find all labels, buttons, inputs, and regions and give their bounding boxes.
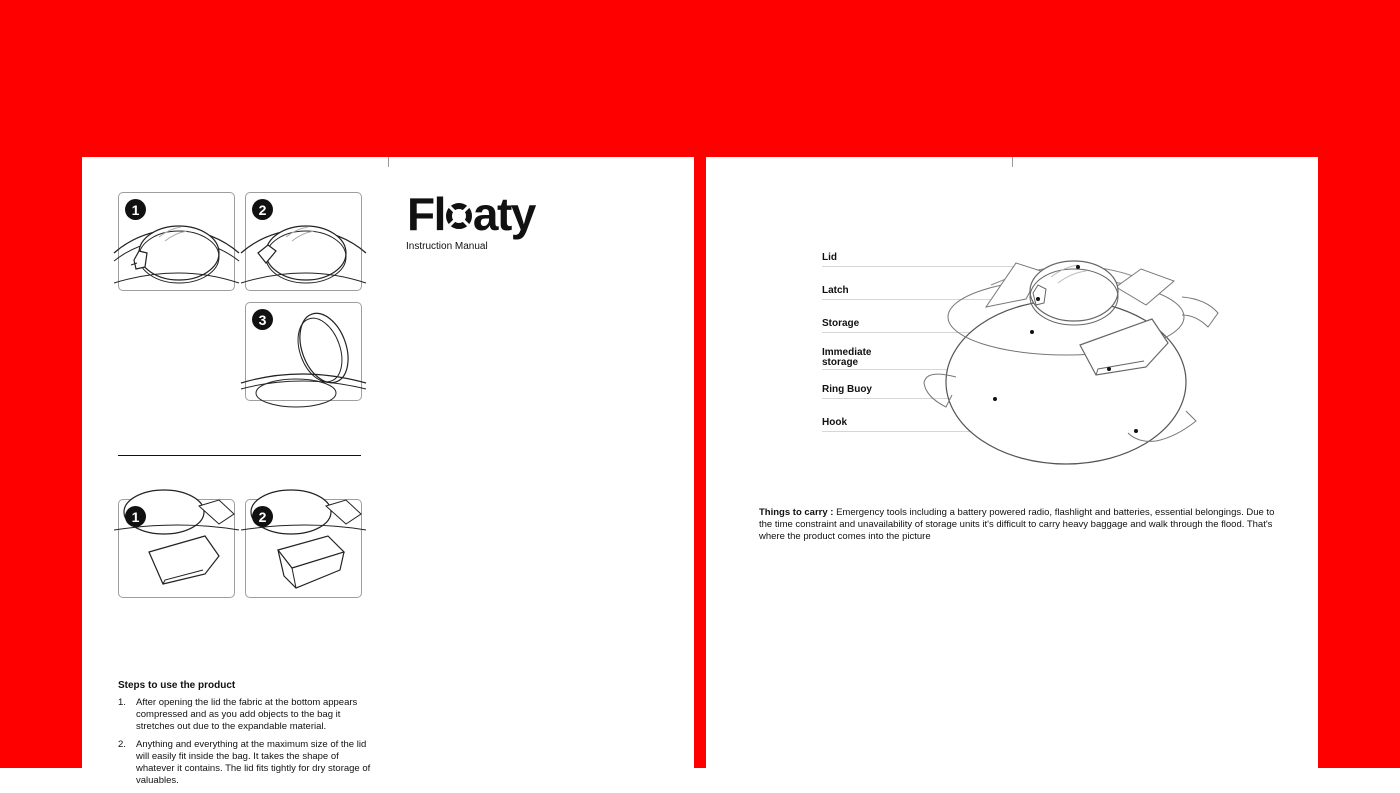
step-number-badge: 3 xyxy=(252,309,273,330)
label-hook: Hook xyxy=(822,417,847,428)
step-panel-3 xyxy=(245,302,362,401)
fold-mark xyxy=(388,157,389,167)
pocket-panel-1 xyxy=(118,499,235,598)
label-immediate-storage: Immediate storage xyxy=(822,347,872,368)
floaty-product-illustration-icon xyxy=(916,247,1226,472)
label-latch: Latch xyxy=(822,285,849,296)
brand-logo: Fl aty xyxy=(407,188,535,240)
step-number-badge: 2 xyxy=(252,199,273,220)
right-page xyxy=(706,157,1318,768)
step-number-badge: 1 xyxy=(125,199,146,220)
step-panel-1 xyxy=(118,192,235,291)
step-panel-2 xyxy=(245,192,362,291)
ring-buoy-icon xyxy=(446,203,472,229)
step-number-badge: 1 xyxy=(125,506,146,527)
steps-list xyxy=(118,697,378,793)
label-storage: Storage xyxy=(822,318,860,329)
document-subtitle: Instruction Manual xyxy=(406,241,488,252)
pocket-panel-2 xyxy=(245,499,362,598)
label-lid: Lid xyxy=(822,252,837,263)
step-number-badge: 2 xyxy=(252,506,273,527)
section-divider xyxy=(118,455,361,456)
label-ring-buoy: Ring Buoy xyxy=(822,384,872,395)
fold-mark xyxy=(1012,157,1013,167)
things-to-carry-text: Things to carry : Emergency tools including a battery powered radio, flashlight and batteries, essential belongings. Due to the time constraint and unavailability of storage units it's difficult to carry heavy baggage and walk through the flood. That's where the product comes into the picture xyxy=(759,507,1275,542)
list-item: 2. Anything and everything at the maximum size of the lid will easily fit inside the bag. It takes the shape of whatever it contains. The lid fits tightly for dry storage of valuables. xyxy=(118,739,371,786)
steps-heading: Steps to use the product xyxy=(118,680,236,691)
list-item: 1. After opening the lid the fabric at the bottom appears compressed and as you add objects to the bag it stretches out due to the expandable material. xyxy=(118,697,358,732)
left-page xyxy=(82,157,694,786)
